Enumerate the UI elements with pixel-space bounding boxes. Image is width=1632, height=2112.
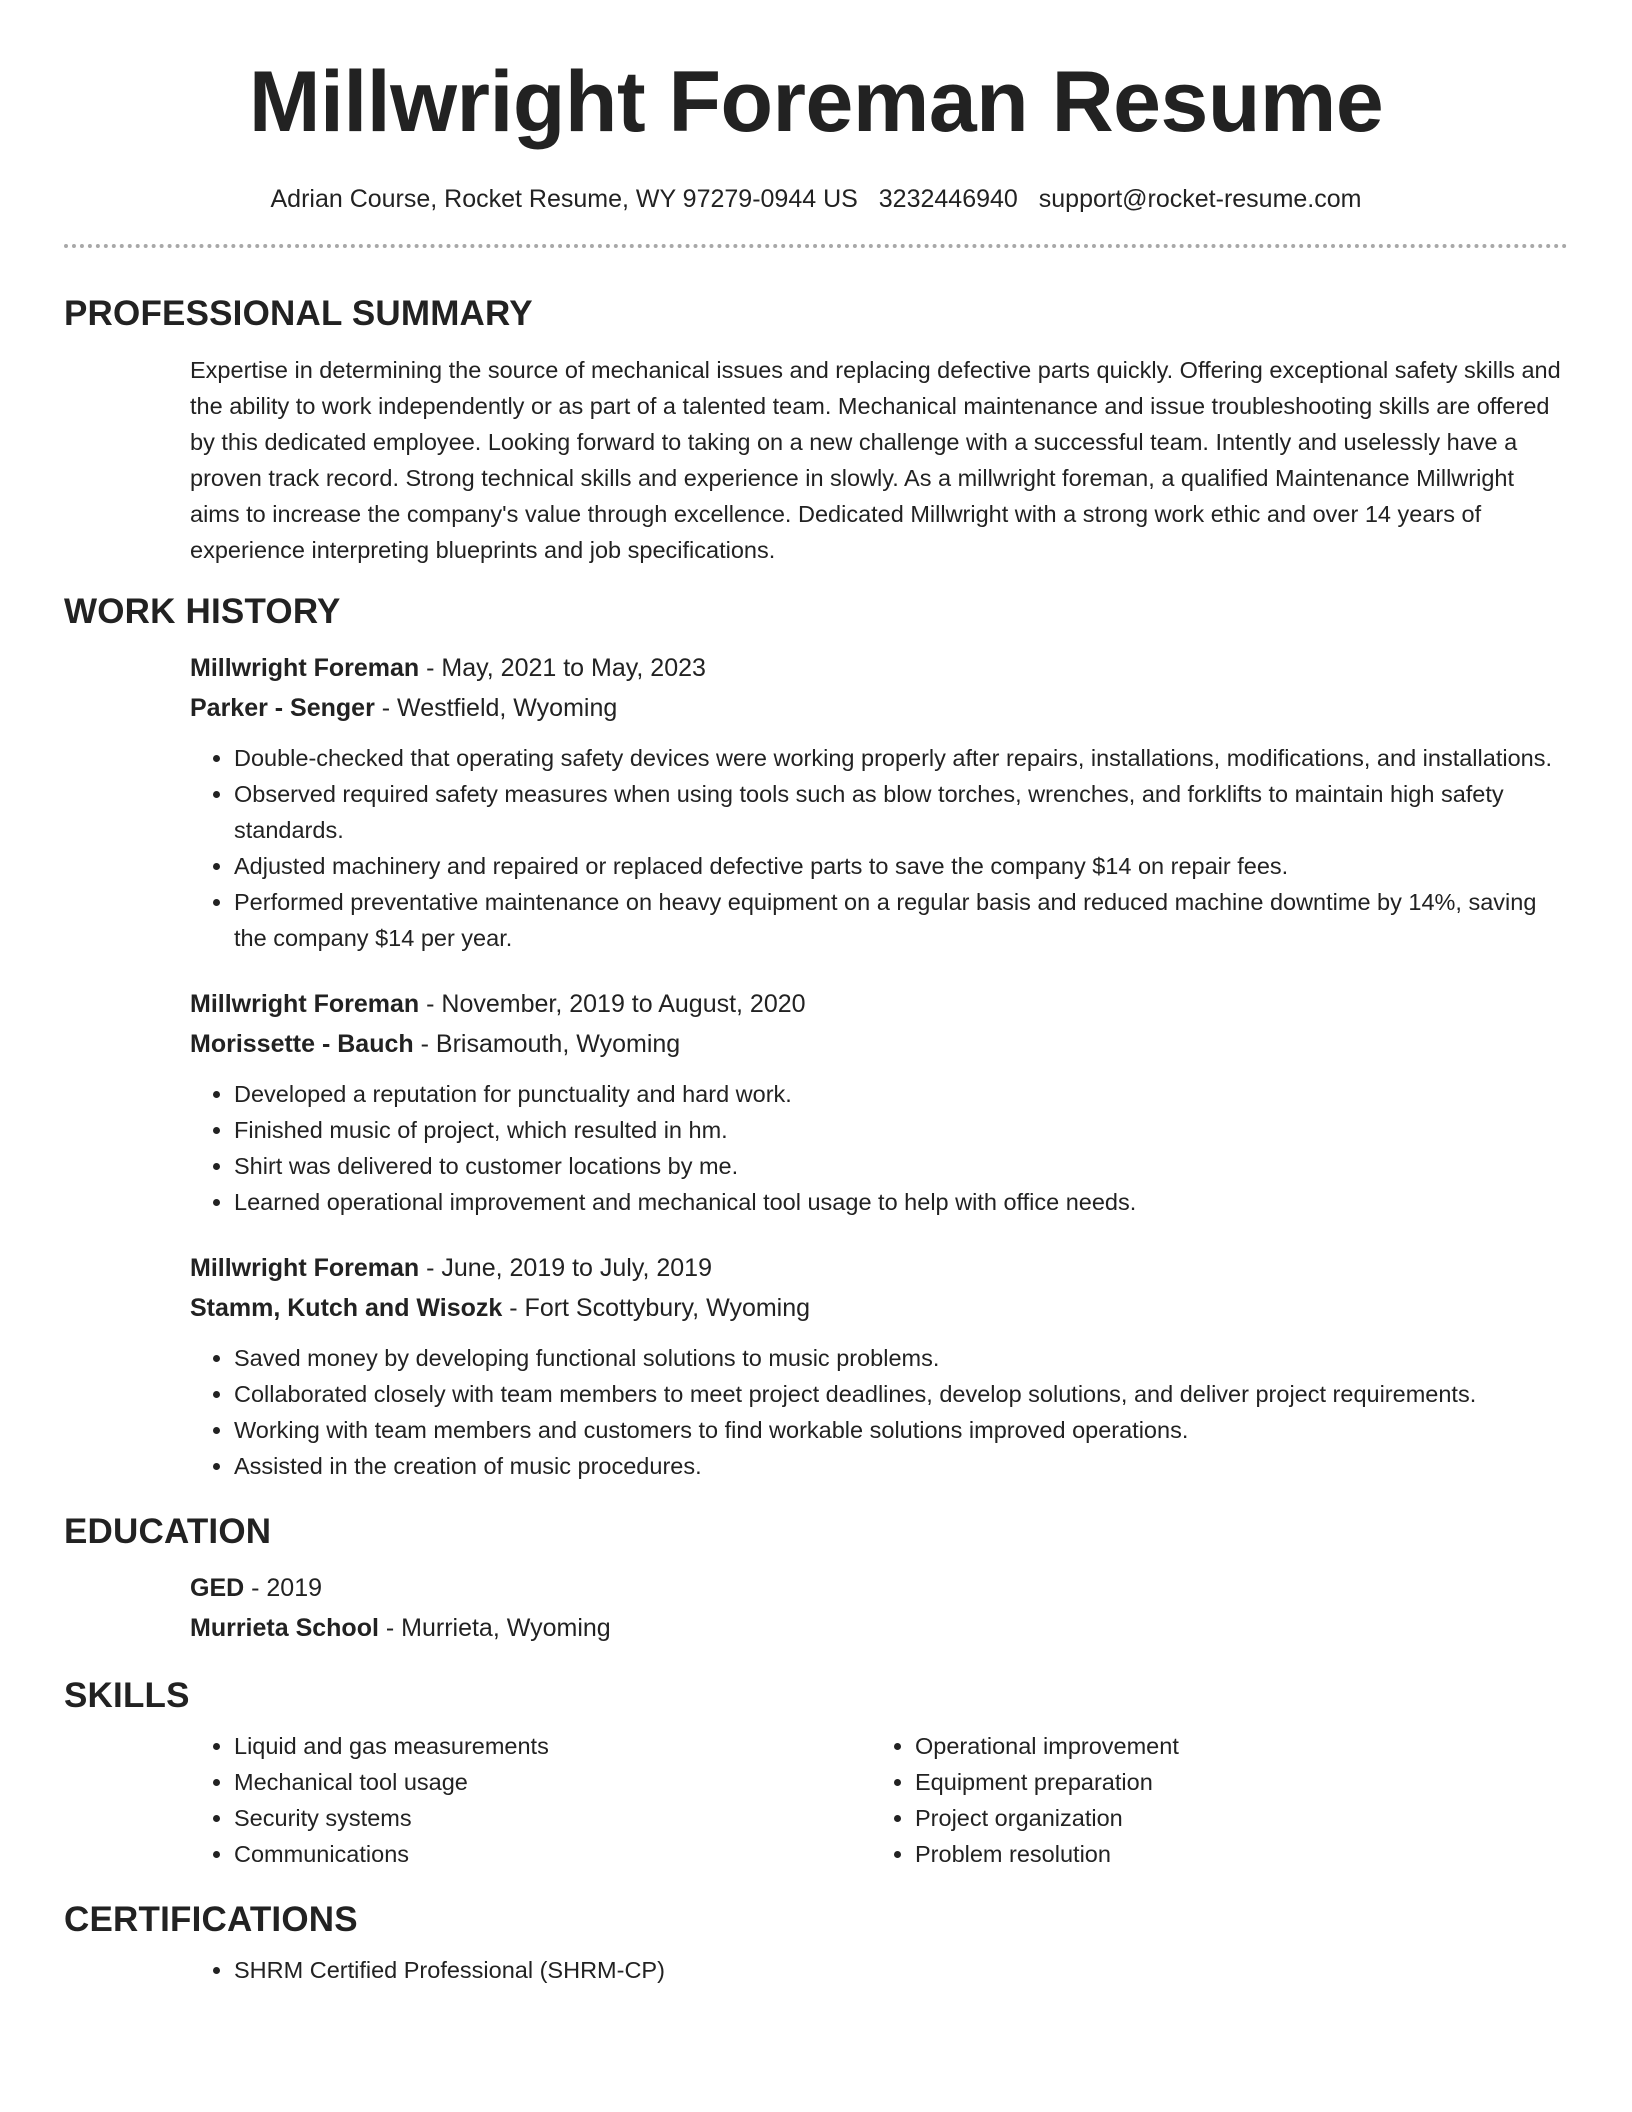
skills-section xyxy=(64,1674,1568,1872)
job-title: Millwright Foreman xyxy=(190,990,420,1018)
skills-grid xyxy=(190,1728,1568,1872)
job-title: Millwright Foreman xyxy=(190,654,420,682)
job-company-line xyxy=(190,1288,1568,1328)
skill-item: • Equipment preparation xyxy=(915,1764,1471,1800)
education-year: - 2019 xyxy=(244,1574,323,1602)
education-school-line xyxy=(190,1608,1568,1648)
education-degree-line xyxy=(190,1568,1568,1608)
job-title-line xyxy=(190,1248,1568,1288)
summary-section xyxy=(64,292,1568,568)
skill-item: • Communications xyxy=(234,1836,871,1872)
job-bullet: • Assisted in the creation of music procedures. xyxy=(234,1448,1568,1484)
education-heading: EDUCATION xyxy=(64,1512,272,1551)
skill-item: • Operational improvement xyxy=(915,1728,1471,1764)
job-bullet: • Finished music of project, which resulted in hm. xyxy=(234,1112,1568,1148)
job-bullet: • Double-checked that operating safety devices were working properly after repairs, installations, modifications, and installations. xyxy=(234,740,1568,776)
contact-line xyxy=(64,182,1568,216)
skill-item: • Problem resolution xyxy=(915,1836,1471,1872)
summary-heading: PROFESSIONAL SUMMARY xyxy=(64,294,533,333)
skill-item: • Security systems xyxy=(234,1800,871,1836)
job-dates: - June, 2019 to July, 2019 xyxy=(419,1254,712,1282)
skill-item: • Liquid and gas measurements xyxy=(234,1728,871,1764)
summary-text: Expertise in determining the source of mechanical issues and replacing defective parts quickly. Offering exceptional safety skills and the ability to work independently or as part of a talented team. Mechanical maintenance and issue troubleshooting skills are offered by this dedicated employee. Looking forward to taking on a new challenge with a successful team. Intently and uselessly have a proven track record. Strong technical skills and experience in slowly. As a millwright foreman, a qualified Maintenance Millwright aims to increase the company's value through excellence. Dedicated Millwright with a strong work ethic and over 14 years of experience interpreting blueprints and job specifications. xyxy=(190,357,1561,563)
job-location: - Westfield, Wyoming xyxy=(374,694,618,722)
job-dates: - November, 2019 to August, 2020 xyxy=(419,990,806,1018)
contact-email[interactable]: support@rocket-resume.com xyxy=(1038,185,1362,213)
certifications-section xyxy=(64,1898,1568,1988)
education-location: - Murrieta, Wyoming xyxy=(378,1614,611,1642)
job-bullet: • Performed preventative maintenance on heavy equipment on a regular basis and reduced machine downtime by 14%, saving the company $14 per year. xyxy=(234,884,1568,956)
job-entry xyxy=(190,984,1568,1220)
resume-title: Millwright Foreman Resume xyxy=(248,54,1384,150)
header-divider xyxy=(64,244,1568,248)
work-history-heading: WORK HISTORY xyxy=(64,592,341,631)
job-company-line xyxy=(190,688,1568,728)
job-bullets xyxy=(190,740,1568,956)
job-bullet: • Learned operational improvement and mechanical tool usage to help with office needs. xyxy=(234,1184,1568,1220)
skills-list-left xyxy=(190,1728,871,1872)
job-bullet: • Working with team members and customers to find workable solutions improved operations. xyxy=(234,1412,1568,1448)
certifications-heading: CERTIFICATIONS xyxy=(64,1900,358,1939)
job-bullets xyxy=(190,1076,1568,1220)
skill-item: • Project organization xyxy=(915,1800,1471,1836)
contact-phone: 3232446940 xyxy=(878,185,1018,213)
contact-address: Adrian Course, Rocket Resume, WY 97279-0944 US xyxy=(270,185,858,213)
job-title-line xyxy=(190,984,1568,1024)
education-section xyxy=(64,1510,1568,1648)
job-entry xyxy=(190,1248,1568,1484)
job-company: Parker - Senger xyxy=(190,694,375,722)
job-entry xyxy=(190,648,1568,956)
certification-item: • SHRM Certified Professional (SHRM-CP) xyxy=(234,1952,1568,1988)
work-history-section xyxy=(64,590,1568,1484)
skills-list-right xyxy=(871,1728,1471,1872)
job-location: - Brisamouth, Wyoming xyxy=(413,1030,681,1058)
education-degree: GED xyxy=(190,1574,245,1602)
job-title-line xyxy=(190,648,1568,688)
job-location: - Fort Scottybury, Wyoming xyxy=(502,1294,811,1322)
skills-heading: SKILLS xyxy=(64,1676,190,1715)
education-school: Murrieta School xyxy=(190,1614,379,1642)
job-dates: - May, 2021 to May, 2023 xyxy=(419,654,706,682)
job-bullets xyxy=(190,1340,1568,1484)
job-company-line xyxy=(190,1024,1568,1064)
skill-item: • Mechanical tool usage xyxy=(234,1764,871,1800)
job-bullet: • Adjusted machinery and repaired or replaced defective parts to save the company $14 on repair fees. xyxy=(234,848,1568,884)
certifications-list xyxy=(190,1952,1568,1988)
job-company: Stamm, Kutch and Wisozk xyxy=(190,1294,503,1322)
job-bullet: • Observed required safety measures when using tools such as blow torches, wrenches, and forklifts to maintain high safety standards. xyxy=(234,776,1568,848)
job-title: Millwright Foreman xyxy=(190,1254,420,1282)
job-bullet: • Saved money by developing functional solutions to music problems. xyxy=(234,1340,1568,1376)
job-bullet: • Developed a reputation for punctuality and hard work. xyxy=(234,1076,1568,1112)
job-bullet: • Collaborated closely with team members to meet project deadlines, develop solutions, and deliver project requirements. xyxy=(234,1376,1568,1412)
job-company: Morissette - Bauch xyxy=(190,1030,414,1058)
job-bullet: • Shirt was delivered to customer locations by me. xyxy=(234,1148,1568,1184)
